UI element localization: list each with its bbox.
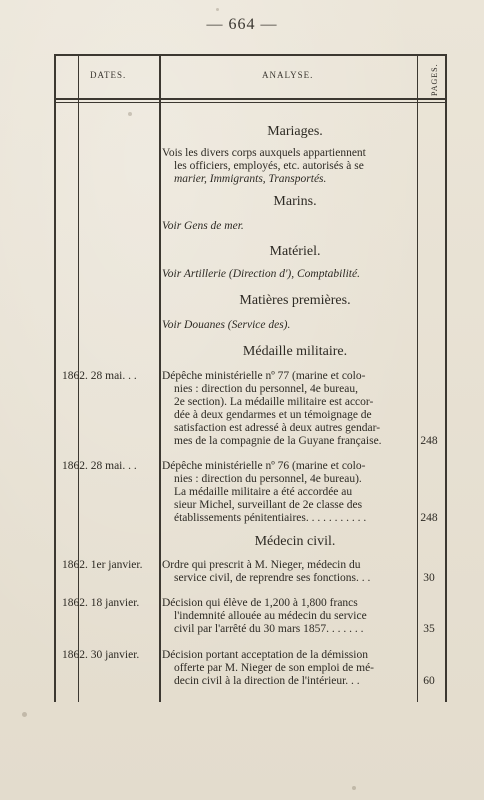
section-title: Médecin civil. [254,534,336,549]
header-dates: DATES. [90,70,127,80]
entry-line: mes de la compagnie de la Guyane française. [174,435,382,447]
paper-spot [216,8,219,11]
entry-text: Voir Gens de mer. [162,220,244,232]
header-rule-double [56,102,445,103]
entry-line: decin civil à la direction de l'intérieur. . . [174,675,360,687]
entry-line: 2e section). La médaille militaire est accor- [174,396,374,408]
entry-line: Dépêche ministérielle nº 77 (marine et colo- [162,370,366,382]
entry-date: 1862. 30 janvier. [62,649,140,661]
entry-text [162,147,427,186]
entry-page: 30 [423,572,435,584]
entry-page: 248 [420,512,438,524]
page-number: — 664 — [206,16,278,33]
entry-text [162,559,427,585]
entry-line: nies : direction du personnel, 4e bureau, [174,383,358,395]
table-top-rule [56,54,445,56]
entry-page: 35 [423,623,435,635]
entry-text: Voir Artillerie (Direction d'), Comptabilité. [162,268,360,280]
header-pages: PAGES. [430,63,439,97]
entry-line: marier, Immigrants, Transportés. [174,173,327,185]
entry-line: Ordre qui prescrit à M. Nieger, médecin du [162,559,361,571]
entry-page: 248 [420,435,438,447]
entry-text [162,649,427,688]
entry-line: établissements pénitentiaires. . . . . . . . . . . [174,512,367,524]
section-title: Matières premières. [239,293,351,308]
header-analyse: ANALYSE. [262,70,314,80]
entry-line: sieur Michel, surveillant de 2e classe des [174,499,363,511]
header-rule [56,98,445,100]
section-title: Médaille militaire. [242,344,348,359]
section-title: Mariages. [267,124,323,139]
paper-spot [352,786,356,790]
entry-line: service civil, de reprendre ses fonctions. . . [174,572,371,584]
entry-text [162,597,427,636]
entry-text: Voir Douanes (Service des). [162,319,291,331]
section-title: Marins. [273,194,317,209]
entry-line: l'indemnité allouée au médecin du service [174,610,367,622]
entry-line: civil par l'arrêté du 30 mars 1857. . . . . . . [174,623,364,635]
entry-text [162,460,427,525]
dates-column-line [159,54,161,702]
entry-text [162,370,427,448]
entry-line: offerte par M. Nieger de son emploi de mé- [174,662,375,674]
entry-line: Vois les divers corps auxquels appartiennent [162,147,366,159]
entry-line: les officiers, employés, etc. autorisés à se [174,160,364,172]
entry-date: 1862. 18 janvier. [62,597,140,609]
entry-line: Décision qui élève de 1,200 à 1,800 francs [162,597,358,609]
entry-line: nies : direction du personnel, 4e bureau). [174,473,362,485]
entry-date: 1862. 28 mai. . . [62,370,137,382]
index-table [54,54,447,702]
entry-date: 1862. 1er janvier. [62,559,143,571]
entry-line: Décision portant acceptation de la démission [162,649,368,661]
entry-page: 60 [423,675,435,687]
entry-line: Dépêche ministérielle nº 76 (marine et colo- [162,460,366,472]
paper-spot [128,112,132,116]
entry-line: La médaille militaire a été accordée au [174,486,353,498]
entry-line: satisfaction est adressé à deux autres gendar- [174,422,381,434]
section-title: Matériel. [269,244,321,259]
paper-spot [22,712,27,717]
entry-date: 1862. 28 mai. . . [62,460,137,472]
entry-line: dée à deux gendarmes et un témoignage de [174,409,372,421]
